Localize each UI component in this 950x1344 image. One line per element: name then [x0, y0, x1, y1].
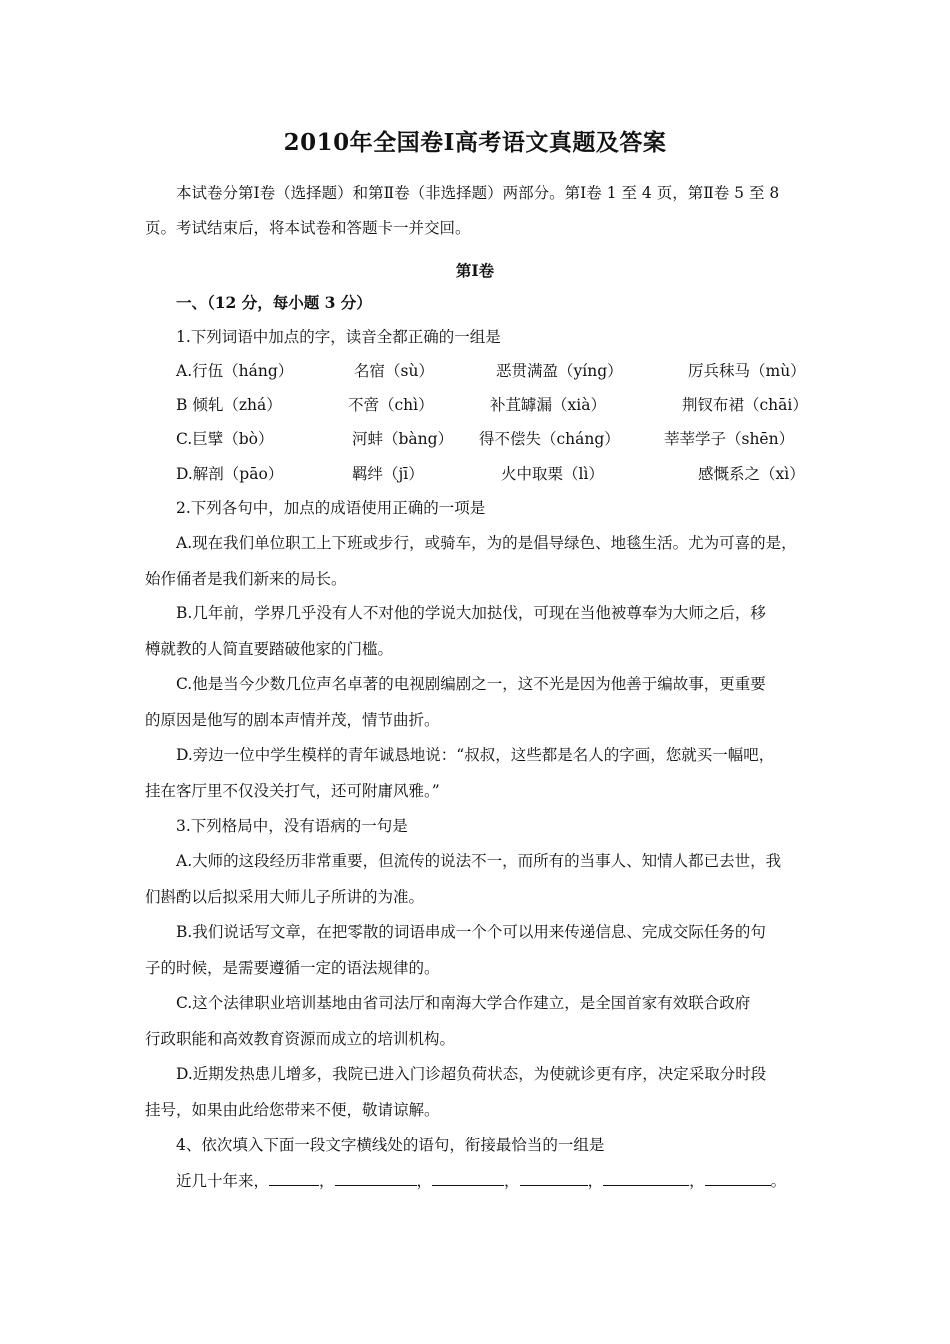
- q4-blank-2[interactable]: [335, 1170, 417, 1186]
- q1-option-c-4: 莘莘学子（shēn）: [664, 430, 795, 448]
- q4-separator-3: ，: [504, 1172, 520, 1190]
- q1-option-a-4: 厉兵秣马（mù）: [688, 362, 806, 380]
- q1-option-c-3: 得不偿失（cháng）: [479, 430, 620, 448]
- q3-option-d-line-1: D.近期发热患儿增多，我院已进入门诊超负荷状态，为使就诊更有序，决定采取分时段: [176, 1065, 767, 1083]
- part1-heading: 一、（12 分，每小题 3 分）: [176, 293, 372, 312]
- q1-stem: 1.下列词语中加点的字，读音全都正确的一组是: [176, 328, 501, 346]
- q2-option-b-line-2: 樽就教的人简直要踏破他家的门槛。: [145, 640, 394, 658]
- q2-stem: 2.下列各句中，加点的成语使用正确的一项是: [176, 499, 486, 517]
- q1-option-b-2: 不啻（chì）: [348, 396, 434, 414]
- q1-option-a-2: 名宿（sù）: [354, 362, 434, 380]
- q4-blank-1[interactable]: [269, 1170, 319, 1186]
- q4-separator-1: ，: [319, 1172, 335, 1190]
- q1-option-d-3: 火中取栗（lì）: [501, 465, 604, 483]
- q1-option-b-1: B 倾轧（zhá）: [176, 396, 282, 414]
- q3-option-c-line-1: C.这个法律职业培训基地由省司法厅和南海大学合作建立，是全国首家有效联合政府: [176, 994, 751, 1012]
- q1-option-d-1: D.解剖（pāo）: [176, 465, 284, 483]
- q4-fill-line: [176, 1164, 810, 1199]
- q1-option-a-3: 恶贯满盈（yíng）: [496, 362, 623, 380]
- q1-option-d-4: 感慨系之（xì）: [698, 465, 805, 483]
- q1-option-a-1: A.行伍（háng）: [176, 362, 294, 380]
- q4-lead-text: 近几十年来，: [176, 1172, 270, 1190]
- q1-option-b-3: 补苴罅漏（xià）: [490, 396, 606, 414]
- q2-option-d-line-2: 挂在客厅里不仅没关打气，还可附庸风雅。”: [145, 782, 440, 800]
- q3-option-b-line-1: B.我们说话写文章，在把零散的词语串成一个个可以用来传递信息、完成交际任务的句: [176, 923, 766, 941]
- page-title: 2010年全国卷Ⅰ高考语文真题及答案: [283, 129, 667, 156]
- q1-option-c-1: C.巨擘（bò）: [176, 430, 274, 448]
- q2-option-a-line-1: A.现在我们单位职工上下班或步行，或骑车，为的是倡导绿色、地毯生活。尤为可喜的是，: [176, 534, 797, 552]
- q4-blank-4[interactable]: [520, 1170, 588, 1186]
- q2-option-b-line-1: B.几年前，学界几乎没有人不对他的学说大加挞伐，可现在当他被尊奉为大师之后，移: [176, 604, 766, 622]
- q3-option-b-line-2: 子的时候，是需要遵循一定的语法规律的。: [145, 959, 440, 977]
- intro-line-1: 本试卷分第Ⅰ卷（选择题）和第Ⅱ卷（非选择题）两部分。第Ⅰ卷 1 至 4 页，第Ⅱ卷 5 至 8: [176, 184, 780, 202]
- q4-blank-3[interactable]: [432, 1170, 504, 1186]
- q2-option-c-line-1: C.他是当今少数几位声名卓著的电视剧编剧之一，这不光是因为他善于编故事，更重要: [176, 675, 766, 693]
- q1-option-c-2: 河蚌（bàng）: [352, 430, 454, 448]
- q2-option-a-line-2: 始作俑者是我们新来的局长。: [145, 570, 347, 588]
- q3-option-a-line-1: A.大师的这段经历非常重要，但流传的说法不一，而所有的当事人、知情人都已去世，我: [176, 852, 782, 870]
- q3-option-c-line-2: 行政职能和高效教育资源而成立的培训机构。: [145, 1030, 456, 1048]
- q4-stem: 4、依次填入下面一段文字横线处的语句，衔接最恰当的一组是: [176, 1136, 605, 1154]
- q4-separator-5: ，: [689, 1172, 705, 1190]
- q2-option-d-line-1: D.旁边一位中学生模样的青年诚恳地说：“叔叔，这些都是名人的字画，您就买一幅吧，: [176, 746, 775, 764]
- q1-option-d-2: 羁绊（jī）: [352, 465, 424, 483]
- intro-line-2: 页。考试结束后，将本试卷和答题卡一并交回。: [145, 219, 471, 237]
- section-title: 第Ⅰ卷: [455, 261, 495, 280]
- q4-blank-5[interactable]: [603, 1170, 689, 1186]
- q3-stem: 3.下列格局中，没有语病的一句是: [176, 817, 408, 835]
- q4-separator-4: ，: [587, 1172, 604, 1190]
- q2-option-c-line-2: 的原因是他写的剧本声情并茂，情节曲折。: [145, 711, 440, 729]
- q1-option-b-4: 荆钗布裙（chāi）: [682, 396, 808, 414]
- q4-blank-6[interactable]: [705, 1170, 771, 1186]
- q3-option-d-line-2: 挂号，如果由此给您带来不便，敬请谅解。: [145, 1101, 440, 1119]
- q4-end-mark: 。: [770, 1172, 787, 1190]
- q4-separator-2: ，: [416, 1172, 433, 1190]
- q3-option-a-line-2: 们斟酌以后拟采用大师儿子所讲的为准。: [145, 888, 425, 906]
